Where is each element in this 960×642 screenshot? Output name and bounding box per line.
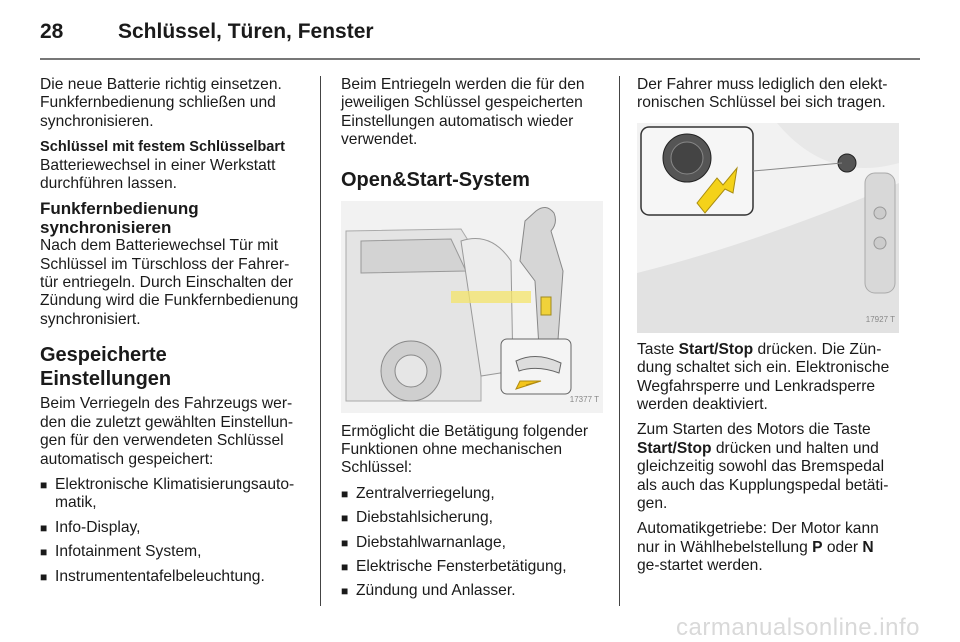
column-2 xyxy=(341,76,603,607)
section-heading: Open&Start-System xyxy=(341,168,530,191)
figure-number: 17377 T xyxy=(569,395,599,405)
list-item: ■ Diebstahlwarnanlage, xyxy=(341,534,603,552)
settings-list xyxy=(40,476,302,586)
paragraph: Die neue Batterie richtig einsetzen. Funkfernbedienung schließen und synchronisieren. xyxy=(40,76,282,130)
paragraph: Taste Start/Stop drücken. Die Zün-dung schaltet sich ein. Elektronische Wegfahrsperre und Lenkradsperre werden deaktiviert. xyxy=(637,340,890,414)
dashboard-drawing xyxy=(637,123,899,333)
list-item: ■ Infotainment System, xyxy=(40,543,302,561)
column-1 xyxy=(40,76,302,592)
paragraph: Ermöglicht die Betätigung folgender Funktionen ohne mechanischen Schlüssel: xyxy=(341,422,589,477)
column-3 xyxy=(637,76,899,583)
page-title: Schlüssel, Türen, Fenster xyxy=(118,20,374,43)
paragraph: Automatikgetriebe: Der Motor kann nur in Wählhebelstellung P oder N ge-startet werden. xyxy=(637,520,879,575)
list-item: ■ Zündung und Anlasser. xyxy=(341,582,603,600)
figure-number: 17927 T xyxy=(865,315,895,325)
paragraph: Beim Entriegeln werden die für den jeweiligen Schlüssel gespeicherten Einstellungen automatisch wieder verwendet. xyxy=(341,76,585,149)
start-button-illustration xyxy=(637,123,899,333)
column-divider xyxy=(619,76,620,606)
column-divider xyxy=(320,76,321,606)
watermark: carmanualsonline.info xyxy=(676,614,920,641)
section-heading: Funkfernbedienung synchronisieren xyxy=(40,199,199,237)
list-item: ■ Info-Display, xyxy=(40,519,302,537)
page-number: 28 xyxy=(40,20,64,43)
list-item: ■ Elektrische Fensterbetätigung, xyxy=(341,558,603,576)
list-item: ■ Diebstahlsicherung, xyxy=(341,509,603,527)
functions-list xyxy=(341,485,603,601)
paragraph: Zum Starten des Motors die Taste Start/Stop drücken und halten und gleichzeitig sowohl das Bremspedal als auch das Kupplungspedal betäti-gen. xyxy=(637,421,889,513)
paragraph: Beim Verriegeln des Fahrzeugs wer-den die zuletzt gewählten Einstellun-gen für den verwendeten Schlüssel automatisch gespeichert: xyxy=(40,395,294,468)
list-item: ■ Elektronische Klimatisierungsauto-matik, xyxy=(40,476,302,513)
section-heading: Gespeicherte Einstellungen xyxy=(40,344,172,391)
list-item: ■ Zentralverriegelung, xyxy=(341,485,603,503)
car-door-illustration xyxy=(341,201,603,413)
list-item: ■ Instrumententafelbeleuchtung. xyxy=(40,568,302,586)
paragraph: Nach dem Batteriewechsel Tür mit Schlüssel im Türschloss der Fahrer-tür entriegeln. Durch Einschalten der Zündung wird die Funkfernbedienung synchronisiert. xyxy=(40,237,299,328)
header-rule xyxy=(40,58,920,60)
paragraph: Batteriewechsel in einer Werkstatt durchführen lassen. xyxy=(40,156,276,193)
subheading: Schlüssel mit festem Schlüsselbart xyxy=(40,139,285,156)
paragraph: Der Fahrer muss lediglich den elekt-ronischen Schlüssel bei sich tragen. xyxy=(637,76,888,112)
page-header xyxy=(40,14,920,50)
car-door-drawing xyxy=(341,201,603,413)
